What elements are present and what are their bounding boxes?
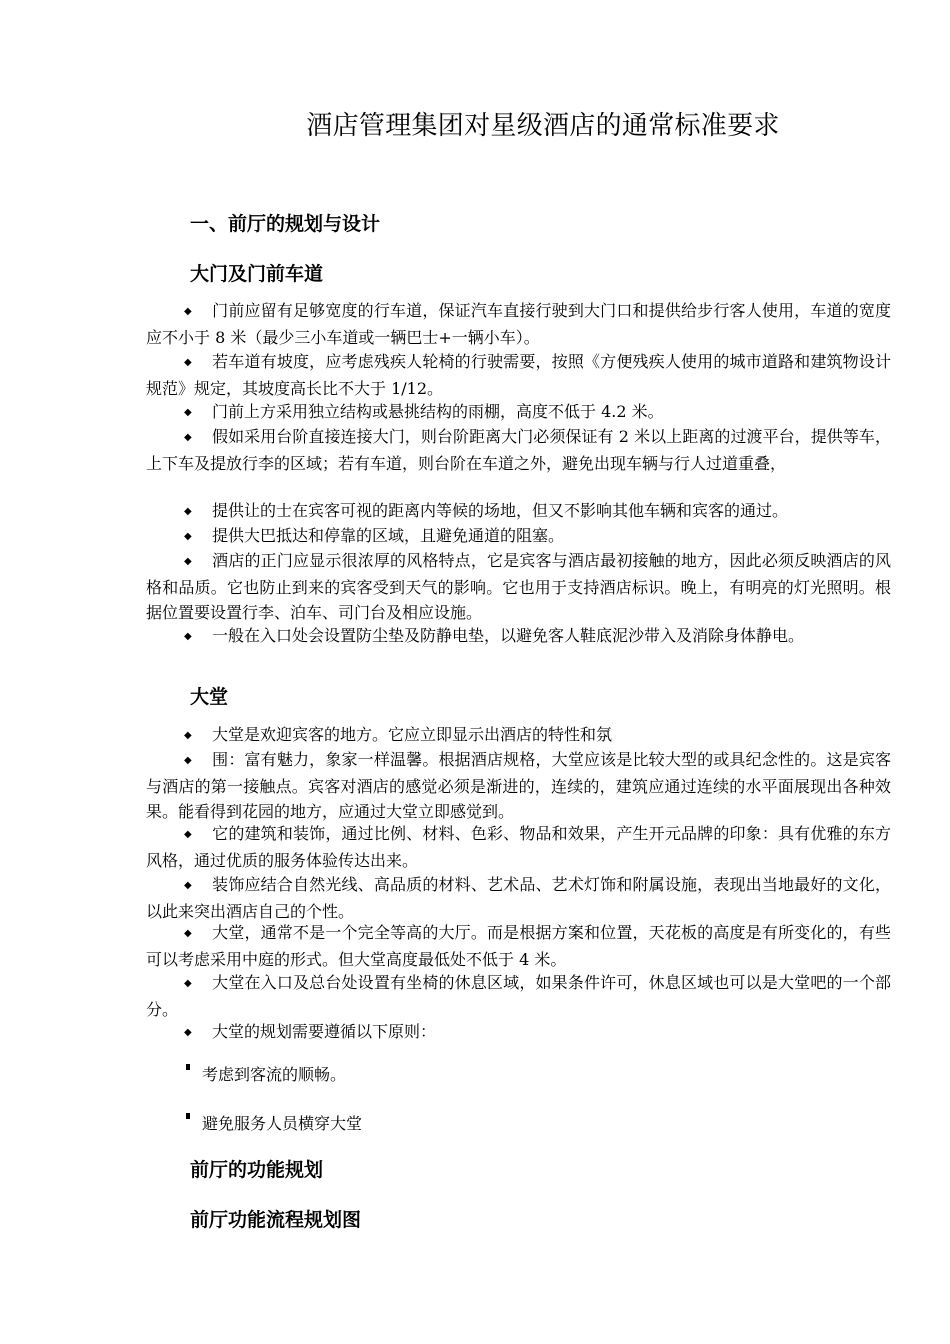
lobby-item: ◆ 大堂的规划需要遵循以下原则： [146, 1019, 891, 1046]
section-heading-flow-diagram: 前厅功能流程规划图 [190, 1209, 362, 1231]
diamond-bullet-icon: ◆ [184, 730, 192, 741]
diamond-bullet-icon: ◆ [184, 531, 192, 542]
section-heading-gate-driveway: 大门及门前车道 [190, 263, 324, 285]
diamond-bullet-icon: ◆ [184, 928, 192, 939]
diamond-bullet-icon: ◆ [184, 631, 192, 642]
section-heading-front-hall-function: 前厅的功能规划 [190, 1159, 324, 1181]
diamond-bullet-icon: ◆ [184, 1027, 192, 1038]
lobby-item: ◆ 大堂，通常不是一个完全等高的大厅。而是根据方案和位置，天花板的高度是有所变化的，有些可以考虑采用中庭的形式。但大堂高度最低处不低于 4 米。 [146, 923, 891, 969]
gate-item: ◆ 酒店的正门应显示很浓厚的风格特点，它是宾客与酒店最初接触的地方，因此必须反映酒店的风格和品质。它也防止到来的宾客受到天气的影响。它也用于支持酒店标识。晚上，有明亮的灯光照明。根据位置要设置行李、泊车、司门台及相应设施。 [146, 551, 891, 622]
square-bullet-icon [186, 1113, 190, 1119]
diamond-bullet-icon: ◆ [184, 407, 192, 418]
diamond-bullet-icon: ◆ [184, 755, 192, 766]
gate-item: ◆ 若车道有坡度，应考虑残疾人轮椅的行驶需要，按照《方便残疾人使用的城市道路和建筑物设计规范》规定，其坡度高长比不大于 1/12。 [146, 352, 891, 398]
gate-item: ◆ 一般在入口处会设置防尘垫及防静电垫，以避免客人鞋底泥沙带入及消除身体静电。 [146, 623, 891, 650]
square-bullet-icon [186, 1064, 190, 1070]
lobby-item: ◆ 大堂在入口及总台处设置有坐椅的休息区域，如果条件许可，休息区域也可以是大堂吧的一个部分。 [146, 973, 891, 1019]
gate-item: ◆ 提供让的士在宾客可视的距离内等候的场地，但又不影响其他车辆和宾客的通过。 [146, 498, 891, 525]
gate-item: ◆ 门前应留有足够宽度的行车道，保证汽车直接行驶到大门口和提供给步行客人使用，车道的宽度应不小于 8 米（最少三小车道或一辆巴士+一辆小车）。 [146, 301, 891, 347]
diamond-bullet-icon: ◆ [184, 978, 192, 989]
principle-item: 考虑到客流的顺畅。 [186, 1064, 346, 1086]
diamond-bullet-icon: ◆ [184, 829, 192, 840]
diamond-bullet-icon: ◆ [184, 556, 192, 567]
document-title: 酒店管理集团对星级酒店的通常标准要求 [306, 111, 780, 141]
gate-item: ◆ 提供大巴抵达和停靠的区域，且避免通道的阻塞。 [146, 523, 891, 550]
lobby-item: ◆ 装饰应结合自然光线、高品质的材料、艺术品、艺术灯饰和附属设施，表现出当地最好的文化，以此来突出酒店自己的个性。 [146, 875, 891, 921]
principle-item: 避免服务人员横穿大堂 [186, 1113, 362, 1135]
diamond-bullet-icon: ◆ [184, 506, 192, 517]
lobby-item: ◆ 它的建筑和装饰，通过比例、材料、色彩、物品和效果，产生开元品牌的印象：具有优雅的东方风格，通过优质的服务体验传达出来。 [146, 824, 891, 870]
diamond-bullet-icon: ◆ [184, 432, 192, 443]
gate-item: ◆ 假如采用台阶直接连接大门，则台阶距离大门必须保证有 2 米以上距离的过渡平台，提供等车，上下车及提放行李的区域；若有车道，则台阶在车道之外，避免出现车辆与行人过道重叠， [146, 427, 891, 473]
diamond-bullet-icon: ◆ [184, 306, 192, 317]
gate-item: ◆ 门前上方采用独立结构或悬挑结构的雨棚，高度不低于 4.2 米。 [146, 399, 891, 426]
section-heading-lobby: 大堂 [190, 686, 229, 708]
section-heading-front-hall: 一、前厅的规划与设计 [190, 213, 381, 235]
lobby-item: ◆ 大堂是欢迎宾客的地方。它应立即显示出酒店的特性和氛 [146, 722, 891, 749]
diamond-bullet-icon: ◆ [184, 357, 192, 368]
lobby-item: ◆ 围：富有魅力，象家一样温馨。根据酒店规格，大堂应该是比较大型的或具纪念性的。这是宾客与酒店的第一接触点。宾客对酒店的感觉必须是渐进的，连续的，建筑应通过连续的水平面展现出各种效果。能看得到花园的地方，应通过大堂立即感觉到。 [146, 750, 891, 821]
diamond-bullet-icon: ◆ [184, 880, 192, 891]
